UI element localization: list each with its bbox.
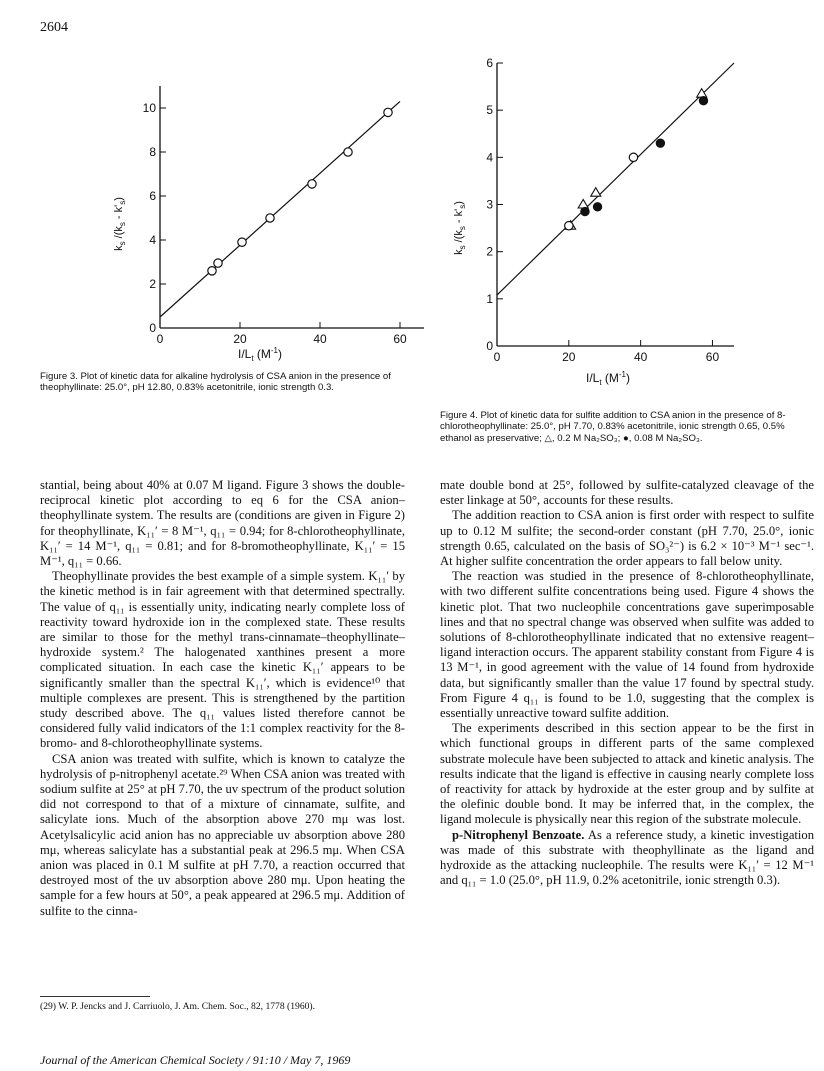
fig3-point-open-circle bbox=[308, 180, 316, 188]
fig3-ylabel: $k_s$ $/(k_s - k'_s)$ bbox=[113, 197, 127, 251]
fig3-x-tick-label: 0 bbox=[156, 332, 164, 346]
fig3-xlabel: $I/L_t$ $(M^{-1})$ bbox=[237, 346, 283, 363]
fig4-xlabel: $I/L_t$ $(M^{-1})$ bbox=[585, 370, 631, 387]
fig4-y-tick-label: 5 bbox=[486, 103, 493, 118]
fig3-y-tick-label: 10 bbox=[142, 101, 156, 115]
right-paragraph-1: mate double bond at 25°, followed by sulfite-catalyzed cleavage of the ester linkage at 50°, accounts for these results. bbox=[440, 478, 814, 508]
fig4-y-tick-label: 0 bbox=[486, 339, 493, 353]
fig4-point-open-circle bbox=[629, 153, 637, 161]
fig4-point-triangle bbox=[591, 188, 601, 197]
fig4-x-tick-label: 40 bbox=[633, 350, 648, 364]
fig4-x-tick-label: 0 bbox=[493, 350, 501, 364]
fig3-point-open-circle bbox=[214, 259, 222, 267]
left-paragraph-3: CSA anion was treated with sulfite, which is known to catalyze the hydrolysis of p-nitrophenyl acetate.²⁹ When CSA anion was treated with sodium sulfite at 25° at pH 7.70, the uv spectrum of the product solution did not correspond to that of a mixture of cinnamate, sulfite, and salicylate ions. Much of the absorption above 270 mμ was lost. Acetylsalicylic acid anion has no appreciable uv absorption above 280 mμ, whereas salicylate has a substantial peak at 296.5 mμ. When CSA anion was placed in 0.1 M sulfite at pH 7.70, a reaction occurred that destroyed most of the uv absorption above 280 mμ. Upon heating the sample for a few hours at 50°, a peak appeared at 296.5 mμ. Addition of sulfite to the cinna- bbox=[40, 751, 405, 918]
figure-4-caption: Figure 4. Plot of kinetic data for sulfite addition to CSA anion in the presence of 8-chlorotheophyllinate: 25.0°, pH 7.70, 0.83% acetonitrile, ionic strength 0.65, 0.5% ethanol as preservative; △, 0.2 M Na₂SO₃; ●, 0.08 M Na₂SO₃. bbox=[440, 410, 786, 444]
figure-3-caption: Figure 3. Plot of kinetic data for alkaline hydrolysis of CSA anion in the presence of theophyllinate: 25.0°, pH 12.80, 0.83% acetonitrile, ionic strength 0.3. bbox=[40, 371, 391, 394]
fig3-point-open-circle bbox=[344, 148, 352, 156]
journal-footer: Journal of the American Chemical Society / 91:10 / May 7, 1969 bbox=[40, 1053, 351, 1067]
fig4-y-tick-label: 3 bbox=[486, 197, 493, 212]
fig4-point-triangle bbox=[578, 200, 588, 209]
pnb-text: As a reference study, a kinetic investigation was made of this substrate with theophyllinate as the ligand and hydroxide as the attacking nucleophile. The results were K₁₁′ = 12 M⁻¹ and q₁₁ = 1.0 (25.0°, pH 11.9, 0.2% acetonitrile, ionic strength 0.3). bbox=[440, 827, 814, 888]
footnote-divider bbox=[40, 996, 150, 997]
fig4-y-tick-label: 6 bbox=[486, 56, 493, 70]
figure-4-plot bbox=[440, 48, 730, 388]
fig4-x-tick-label: 60 bbox=[705, 350, 720, 364]
fig3-y-tick-label: 8 bbox=[149, 145, 156, 159]
right-paragraph-4: The experiments described in this section appear to be the first in which functional groups in different parts of the same complexed substrate molecule have been subjected to attack and kinetic analysis. The results indicate that the ligand is effective in causing nearly complete loss of reactivity for attack by hydroxide at the ester group and by sulfite at the olefinic double bond. It may be inferred that, in the complex, the ligand molecule is physically near this region of the substrate molecule. bbox=[440, 721, 814, 827]
fig4-point-open-circle bbox=[565, 222, 573, 230]
figure-3-plot bbox=[100, 64, 407, 364]
page-number: 2604 bbox=[40, 20, 68, 35]
fig4-x-tick-label: 20 bbox=[562, 350, 576, 364]
left-paragraph-2: Theophyllinate provides the best example of a simple system. K₁₁′ by the kinetic method is in fair agreement with that determined spectrally. The value of q₁₁ is essentially unity, indicating nearly complete loss of reactivity toward hydroxide ion in the complexed state. These results are similar to those for the methyl trans-cinnamate–theophyllinate–hydroxide system.² The halogenated xanthines present a more complicated situation. In each case the kinetic K₁₁′ appears to be significantly smaller than the spectral K₁₁′, which is evidence¹⁰ that multiple complexes are present. This is strengthened by the partition study described above. The q₁₁ values listed therefore cannot be considered fully valid indicators of the 1:1 complex reactivity for the 8-bromo- and 8-chlorotheophyllinate systems. bbox=[40, 569, 405, 751]
footnote-29: (29) W. P. Jencks and J. Carriuolo, J. Am. Chem. Soc., 82, 1778 (1960). bbox=[40, 1001, 316, 1012]
fig3-fit-line bbox=[160, 101, 400, 317]
fig4-point-filled-circle bbox=[581, 207, 589, 215]
fig3-point-open-circle bbox=[208, 267, 216, 275]
right-paragraph-3: The reaction was studied in the presence of 8-chlorotheophyllinate, with two different sulfite concentrations being used. Figure 4 shows the kinetic plot. That two nucleophile concentrations gave superimposable lines and that no spectral change was observed when sulfite was added to solutions of 8-chlorotheophyllinate indicated that no extensive reagent–ligand interaction occurs. The apparent stability constant from Figure 4 is 13 M⁻¹, in good agreement with the value of 14 found from hydroxide data, but significantly smaller than the value 17 found by spectral study. From Figure 4 q₁₁ is found to be 1.0, suggesting that the complex is essentially unreactive toward sulfite addition. bbox=[440, 569, 814, 721]
fig3-y-tick-label: 0 bbox=[149, 321, 156, 335]
fig4-point-filled-circle bbox=[699, 97, 707, 105]
fig3-point-open-circle bbox=[384, 108, 392, 116]
section-heading-pnb: p-Nitrophenyl Benzoate. bbox=[452, 827, 585, 842]
fig4-ylabel: $k_s$ $/(k_s - k'_s)$ bbox=[453, 201, 467, 255]
fig4-fit-line bbox=[497, 63, 734, 295]
fig4-y-tick-label: 4 bbox=[486, 150, 493, 165]
fig3-point-open-circle bbox=[266, 214, 274, 222]
fig4-y-tick-label: 1 bbox=[486, 291, 493, 306]
left-paragraph-1: stantial, being about 40% at 0.07 M ligand. Figure 3 shows the double-reciprocal kinetic plot according to eq 6 for the CSA anion–theophyllinate system. The results are (conditions are given in Figure 2) for theophyllinate, K₁₁′ = 8 M⁻¹, q₁₁ = 0.94; for 8-chlorotheophyllinate, K₁₁′ = 14 M⁻¹, q₁₁ = 0.81; and for 8-bromotheophyllinate, K₁₁′ = 15 M⁻¹, q₁₁ = 0.66. bbox=[40, 478, 405, 569]
right-paragraph-2: The addition reaction to CSA anion is first order with respect to sulfite up to 0.12 M sulfite; the second-order constant (pH 7.70, 25.0°, ionic strength 0.65, calculated on the basis of SO₃²⁻) is 6.2 × 10⁻³ M⁻¹ sec⁻¹. At higher sulfite concentration the order appears to fall below unity. bbox=[440, 508, 814, 569]
fig3-y-tick-label: 2 bbox=[149, 277, 156, 291]
fig4-point-filled-circle bbox=[593, 203, 601, 211]
right-paragraph-5 bbox=[440, 828, 814, 889]
left-column bbox=[40, 478, 405, 919]
fig3-x-tick-label: 40 bbox=[313, 332, 327, 346]
fig3-y-tick-label: 6 bbox=[149, 189, 156, 203]
fig3-x-tick-label: 60 bbox=[393, 332, 407, 346]
fig3-y-tick-label: 4 bbox=[149, 233, 156, 247]
fig4-y-tick-label: 2 bbox=[486, 244, 493, 259]
right-column bbox=[440, 478, 814, 888]
fig4-point-filled-circle bbox=[656, 139, 664, 147]
fig3-x-tick-label: 20 bbox=[233, 332, 247, 346]
fig4-point-triangle bbox=[697, 89, 707, 98]
fig3-point-open-circle bbox=[238, 238, 246, 246]
